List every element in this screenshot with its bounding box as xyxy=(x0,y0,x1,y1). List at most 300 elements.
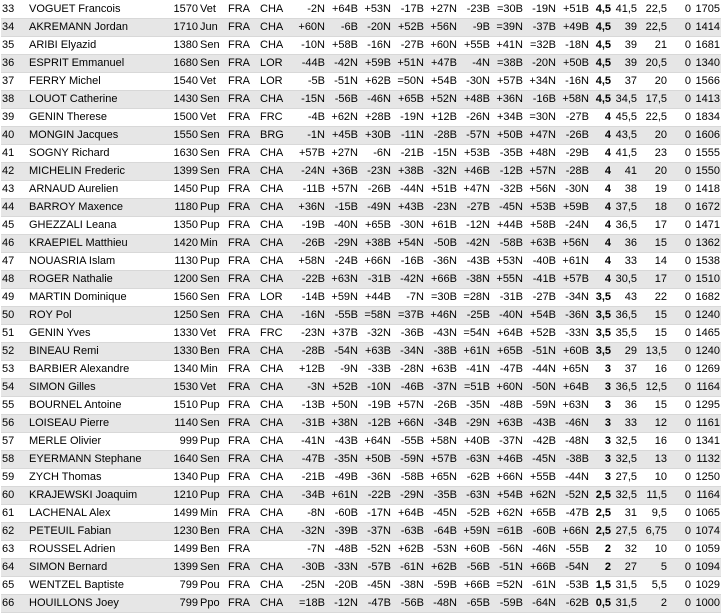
round-4-cell: -59N xyxy=(392,451,425,469)
rank-cell: 46 xyxy=(1,235,27,253)
round-8-cell: +58B xyxy=(524,217,557,235)
round-1-cell: -23N xyxy=(293,325,326,343)
table-row xyxy=(1,469,721,487)
round-8-cell: -59N xyxy=(524,397,557,415)
round-4-cell: -58B xyxy=(392,469,425,487)
tiebreak-cell: 22 xyxy=(638,289,668,307)
points-cell: 3 xyxy=(590,379,612,397)
league-cell: CHA xyxy=(259,595,293,613)
round-8-cell: +66B xyxy=(524,559,557,577)
league-cell: LOR xyxy=(259,73,293,91)
league-cell: CHA xyxy=(259,397,293,415)
rank-cell: 38 xyxy=(1,91,27,109)
federation-cell: FRA xyxy=(227,91,259,109)
tiebreak-cell: 22,5 xyxy=(638,109,668,127)
rank-cell: 43 xyxy=(1,181,27,199)
category-cell: Vet xyxy=(199,73,227,91)
extra-cell: 0 xyxy=(668,379,692,397)
round-6-cell: +55B xyxy=(458,37,491,55)
round-7-cell: +55N xyxy=(491,271,524,289)
round-4-cell: +64B xyxy=(392,505,425,523)
round-1-cell: -25N xyxy=(293,577,326,595)
points-cell: 4,5 xyxy=(590,19,612,37)
round-1-cell: -24N xyxy=(293,163,326,181)
tiebreak-cell: 22,5 xyxy=(638,19,668,37)
round-4-cell: =37B xyxy=(392,307,425,325)
round-8-cell: +53B xyxy=(524,199,557,217)
points-cell: 4,5 xyxy=(590,37,612,55)
round-1-cell: -5B xyxy=(293,73,326,91)
extra-cell: 0 xyxy=(668,91,692,109)
round-6-cell: -52B xyxy=(458,505,491,523)
buchholz-cell: 37,5 xyxy=(612,199,638,217)
rank-cell: 64 xyxy=(1,559,27,577)
performance-cell: 1240 xyxy=(692,307,721,325)
player-name-cell: MONGIN Jacques xyxy=(27,127,165,145)
buchholz-cell: 27,5 xyxy=(612,469,638,487)
round-1-cell: -19B xyxy=(293,217,326,235)
player-name-cell: NOUASRIA Islam xyxy=(27,253,165,271)
round-4-cell: -28N xyxy=(392,361,425,379)
player-name-cell: BOURNEL Antoine xyxy=(27,397,165,415)
category-cell: Sen xyxy=(199,289,227,307)
player-name-cell: KRAEPIEL Matthieu xyxy=(27,235,165,253)
round-5-cell: -28B xyxy=(425,127,458,145)
buchholz-cell: 27,5 xyxy=(612,523,638,541)
player-name-cell: ROUSSEL Adrien xyxy=(27,541,165,559)
round-6-cell: -63N xyxy=(458,487,491,505)
round-1-cell: -8N xyxy=(293,505,326,523)
rank-cell: 39 xyxy=(1,109,27,127)
rating-cell: 1140 xyxy=(165,415,199,433)
performance-cell: 1074 xyxy=(692,523,721,541)
category-cell: Vet xyxy=(199,379,227,397)
extra-cell: 0 xyxy=(668,181,692,199)
round-8-cell: +57N xyxy=(524,163,557,181)
rank-cell: 58 xyxy=(1,451,27,469)
round-2-cell: -42N xyxy=(326,55,359,73)
round-5-cell: +62B xyxy=(425,559,458,577)
round-8-cell: -60B xyxy=(524,523,557,541)
points-cell: 3,5 xyxy=(590,289,612,307)
federation-cell: FRA xyxy=(227,325,259,343)
standings-table-container xyxy=(1,1,720,613)
performance-cell: 1471 xyxy=(692,217,721,235)
category-cell: Min xyxy=(199,505,227,523)
round-9-cell: -16N xyxy=(557,73,590,91)
table-row xyxy=(1,379,721,397)
category-cell: Vet xyxy=(199,325,227,343)
round-8-cell: =30N xyxy=(524,109,557,127)
points-cell: 2 xyxy=(590,559,612,577)
round-6-cell: -30N xyxy=(458,73,491,91)
player-name-cell: MERLE Olivier xyxy=(27,433,165,451)
round-5-cell: +52N xyxy=(425,91,458,109)
round-1-cell: -11B xyxy=(293,181,326,199)
buchholz-cell: 31,5 xyxy=(612,595,638,613)
round-9-cell: +64B xyxy=(557,379,590,397)
round-8-cell: -41B xyxy=(524,271,557,289)
tiebreak-cell: 15 xyxy=(638,307,668,325)
round-9-cell: -48N xyxy=(557,433,590,451)
round-5-cell: +27N xyxy=(425,1,458,19)
round-7-cell: -32B xyxy=(491,181,524,199)
points-cell: 3,5 xyxy=(590,343,612,361)
round-4-cell: -46B xyxy=(392,379,425,397)
round-5-cell: -36N xyxy=(425,253,458,271)
category-cell: Sen xyxy=(199,91,227,109)
table-row xyxy=(1,145,721,163)
rank-cell: 42 xyxy=(1,163,27,181)
round-1-cell: -21B xyxy=(293,469,326,487)
buchholz-cell: 32,5 xyxy=(612,487,638,505)
table-row xyxy=(1,91,721,109)
league-cell: BRG xyxy=(259,127,293,145)
player-name-cell: MICHELIN Frederic xyxy=(27,163,165,181)
table-row xyxy=(1,559,721,577)
round-6-cell: -42N xyxy=(458,235,491,253)
round-9-cell: +66N xyxy=(557,523,590,541)
league-cell: CHA xyxy=(259,361,293,379)
round-3-cell: +65B xyxy=(359,217,392,235)
round-7-cell: +53N xyxy=(491,253,524,271)
points-cell: 3 xyxy=(590,469,612,487)
buchholz-cell: 36 xyxy=(612,235,638,253)
round-4-cell: -16B xyxy=(392,253,425,271)
round-5-cell: -53N xyxy=(425,541,458,559)
federation-cell: FRA xyxy=(227,523,259,541)
player-name-cell: VOGUET Francois xyxy=(27,1,165,19)
round-4-cell: -11N xyxy=(392,127,425,145)
round-2-cell: +62N xyxy=(326,109,359,127)
tiebreak-cell: 16 xyxy=(638,433,668,451)
round-2-cell: +59N xyxy=(326,289,359,307)
round-1-cell: -32N xyxy=(293,523,326,541)
round-6-cell: -26N xyxy=(458,109,491,127)
federation-cell: FRA xyxy=(227,307,259,325)
category-cell: Min xyxy=(199,361,227,379)
round-3-cell: -6N xyxy=(359,145,392,163)
player-name-cell: BARROY Maxence xyxy=(27,199,165,217)
round-8-cell: -19N xyxy=(524,1,557,19)
round-6-cell: -57N xyxy=(458,127,491,145)
round-3-cell: -33B xyxy=(359,361,392,379)
extra-cell: 0 xyxy=(668,307,692,325)
table-row xyxy=(1,163,721,181)
league-cell: CHA xyxy=(259,199,293,217)
table-row xyxy=(1,307,721,325)
extra-cell: 0 xyxy=(668,397,692,415)
player-name-cell: BARBIER Alexandre xyxy=(27,361,165,379)
league-cell: CHA xyxy=(259,37,293,55)
rating-cell: 1510 xyxy=(165,397,199,415)
rating-cell: 1399 xyxy=(165,163,199,181)
round-2-cell: -54N xyxy=(326,343,359,361)
player-name-cell: FERRY Michel xyxy=(27,73,165,91)
round-1-cell: -3N xyxy=(293,379,326,397)
rank-cell: 40 xyxy=(1,127,27,145)
category-cell: Min xyxy=(199,235,227,253)
round-4-cell: -34N xyxy=(392,343,425,361)
round-7-cell: =61B xyxy=(491,523,524,541)
round-8-cell: +55B xyxy=(524,469,557,487)
tiebreak-cell: 5,5 xyxy=(638,577,668,595)
extra-cell: 0 xyxy=(668,145,692,163)
table-row xyxy=(1,415,721,433)
round-3-cell: +44B xyxy=(359,289,392,307)
rank-cell: 49 xyxy=(1,289,27,307)
round-7-cell: -48B xyxy=(491,397,524,415)
league-cell: CHA xyxy=(259,487,293,505)
rating-cell: 1710 xyxy=(165,19,199,37)
round-3-cell: -31B xyxy=(359,271,392,289)
round-6-cell: -38N xyxy=(458,271,491,289)
rating-cell: 1570 xyxy=(165,1,199,19)
round-5-cell: -37N xyxy=(425,379,458,397)
buchholz-cell: 27 xyxy=(612,559,638,577)
performance-cell: 1065 xyxy=(692,505,721,523)
league-cell: CHA xyxy=(259,307,293,325)
federation-cell: FRA xyxy=(227,505,259,523)
rank-cell: 57 xyxy=(1,433,27,451)
round-9-cell: -52N xyxy=(557,487,590,505)
round-4-cell: +57N xyxy=(392,397,425,415)
round-2-cell: -24B xyxy=(326,253,359,271)
league-cell: CHA xyxy=(259,343,293,361)
points-cell: 2,5 xyxy=(590,487,612,505)
league-cell: CHA xyxy=(259,145,293,163)
tiebreak-cell: 5 xyxy=(638,559,668,577)
round-9-cell: -29B xyxy=(557,145,590,163)
rating-cell: 1540 xyxy=(165,73,199,91)
round-3-cell: +30B xyxy=(359,127,392,145)
table-row xyxy=(1,253,721,271)
category-cell: Ben xyxy=(199,541,227,559)
player-name-cell: SIMON Bernard xyxy=(27,559,165,577)
rank-cell: 66 xyxy=(1,595,27,613)
round-3-cell: -37N xyxy=(359,523,392,541)
category-cell: Sen xyxy=(199,415,227,433)
category-cell: Pup xyxy=(199,217,227,235)
league-cell: CHA xyxy=(259,1,293,19)
performance-cell: 1510 xyxy=(692,271,721,289)
round-2-cell: -55B xyxy=(326,307,359,325)
round-1-cell: -22B xyxy=(293,271,326,289)
category-cell: Jun xyxy=(199,19,227,37)
federation-cell: FRA xyxy=(227,19,259,37)
rating-cell: 1330 xyxy=(165,325,199,343)
tiebreak-cell: 19 xyxy=(638,181,668,199)
performance-cell: 1340 xyxy=(692,55,721,73)
round-5-cell: -64B xyxy=(425,523,458,541)
points-cell: 3 xyxy=(590,433,612,451)
round-5-cell: -48N xyxy=(425,595,458,613)
round-9-cell: -55B xyxy=(557,541,590,559)
rating-cell: 1500 xyxy=(165,109,199,127)
buchholz-cell: 31,5 xyxy=(612,577,638,595)
round-2-cell: -12N xyxy=(326,595,359,613)
points-cell: 4 xyxy=(590,271,612,289)
round-9-cell: +63N xyxy=(557,397,590,415)
round-5-cell: +46N xyxy=(425,307,458,325)
round-4-cell: -29N xyxy=(392,487,425,505)
federation-cell: FRA xyxy=(227,343,259,361)
player-name-cell: GENIN Therese xyxy=(27,109,165,127)
round-6-cell: -43B xyxy=(458,253,491,271)
round-7-cell: =39N xyxy=(491,19,524,37)
round-3-cell: -32N xyxy=(359,325,392,343)
round-4-cell: -36B xyxy=(392,325,425,343)
round-9-cell: -33N xyxy=(557,325,590,343)
federation-cell: FRA xyxy=(227,253,259,271)
tiebreak-cell: 15 xyxy=(638,397,668,415)
table-row xyxy=(1,1,721,19)
table-row xyxy=(1,55,721,73)
round-6-cell: -63N xyxy=(458,451,491,469)
extra-cell: 0 xyxy=(668,505,692,523)
round-9-cell: +65N xyxy=(557,361,590,379)
points-cell: 3 xyxy=(590,361,612,379)
round-2-cell: +36B xyxy=(326,163,359,181)
round-6-cell: -35N xyxy=(458,397,491,415)
round-4-cell: -38N xyxy=(392,577,425,595)
round-1-cell: -44B xyxy=(293,55,326,73)
round-5-cell: =30B xyxy=(425,289,458,307)
round-1-cell: -15N xyxy=(293,91,326,109)
rating-cell: 1250 xyxy=(165,307,199,325)
round-7-cell: -59B xyxy=(491,595,524,613)
player-name-cell: HOUILLONS Joey xyxy=(27,595,165,613)
round-8-cell: +47N xyxy=(524,127,557,145)
round-9-cell: -47B xyxy=(557,505,590,523)
round-3-cell: -46N xyxy=(359,91,392,109)
round-1-cell: -1N xyxy=(293,127,326,145)
tiebreak-cell: 20,5 xyxy=(638,55,668,73)
round-7-cell: =52N xyxy=(491,577,524,595)
rank-cell: 45 xyxy=(1,217,27,235)
round-7-cell: +63B xyxy=(491,415,524,433)
federation-cell: FRA xyxy=(227,235,259,253)
round-9-cell: +51B xyxy=(557,1,590,19)
federation-cell: FRA xyxy=(227,415,259,433)
player-name-cell: GHEZZALI Leana xyxy=(27,217,165,235)
league-cell: CHA xyxy=(259,181,293,199)
performance-cell: 1094 xyxy=(692,559,721,577)
table-row xyxy=(1,271,721,289)
rank-cell: 33 xyxy=(1,1,27,19)
buchholz-cell: 43,5 xyxy=(612,127,638,145)
federation-cell: FRA xyxy=(227,397,259,415)
points-cell: 4 xyxy=(590,127,612,145)
round-9-cell: -26B xyxy=(557,127,590,145)
round-5-cell: +58N xyxy=(425,433,458,451)
performance-cell: 1164 xyxy=(692,487,721,505)
round-6-cell: +60B xyxy=(458,541,491,559)
buchholz-cell: 36,5 xyxy=(612,217,638,235)
federation-cell: FRA xyxy=(227,433,259,451)
round-4-cell: +51N xyxy=(392,55,425,73)
round-4-cell: -42N xyxy=(392,271,425,289)
round-3-cell: +53N xyxy=(359,1,392,19)
rank-cell: 41 xyxy=(1,145,27,163)
player-name-cell: SOGNY Richard xyxy=(27,145,165,163)
round-4-cell: +66N xyxy=(392,415,425,433)
round-2-cell: +50N xyxy=(326,397,359,415)
table-row xyxy=(1,361,721,379)
round-6-cell: -4N xyxy=(458,55,491,73)
round-2-cell: -35N xyxy=(326,451,359,469)
rank-cell: 47 xyxy=(1,253,27,271)
player-name-cell: KRAJEWSKI Joaquim xyxy=(27,487,165,505)
points-cell: 3 xyxy=(590,451,612,469)
round-9-cell: +56N xyxy=(557,235,590,253)
category-cell: Sen xyxy=(199,307,227,325)
round-2-cell: -33N xyxy=(326,559,359,577)
federation-cell: FRA xyxy=(227,163,259,181)
rank-cell: 51 xyxy=(1,325,27,343)
round-9-cell: +59B xyxy=(557,199,590,217)
rating-cell: 1499 xyxy=(165,541,199,559)
extra-cell: 0 xyxy=(668,343,692,361)
round-8-cell: +48N xyxy=(524,145,557,163)
performance-cell: 1606 xyxy=(692,127,721,145)
round-9-cell: -18N xyxy=(557,37,590,55)
league-cell: CHA xyxy=(259,217,293,235)
round-3-cell: +62B xyxy=(359,73,392,91)
round-6-cell: -29N xyxy=(458,415,491,433)
round-3-cell: =58N xyxy=(359,307,392,325)
round-7-cell: =30B xyxy=(491,1,524,19)
points-cell: 0,5 xyxy=(590,595,612,613)
buchholz-cell: 38 xyxy=(612,181,638,199)
table-row xyxy=(1,127,721,145)
rank-cell: 48 xyxy=(1,271,27,289)
performance-cell: 1465 xyxy=(692,325,721,343)
table-row xyxy=(1,217,721,235)
round-9-cell: -62B xyxy=(557,595,590,613)
table-row xyxy=(1,73,721,91)
round-1-cell: -14B xyxy=(293,289,326,307)
federation-cell: FRA xyxy=(227,109,259,127)
tiebreak-cell: 10 xyxy=(638,469,668,487)
federation-cell: FRA xyxy=(227,55,259,73)
round-4-cell: -27B xyxy=(392,37,425,55)
table-row xyxy=(1,181,721,199)
federation-cell: FRA xyxy=(227,559,259,577)
federation-cell: FRA xyxy=(227,37,259,55)
category-cell: Vet xyxy=(199,109,227,127)
round-9-cell: +57B xyxy=(557,271,590,289)
round-7-cell: +46B xyxy=(491,451,524,469)
performance-cell: 1566 xyxy=(692,73,721,91)
extra-cell: 0 xyxy=(668,523,692,541)
tiebreak-cell: 13,5 xyxy=(638,343,668,361)
buchholz-cell: 41,5 xyxy=(612,145,638,163)
round-7-cell: +34B xyxy=(491,109,524,127)
extra-cell: 0 xyxy=(668,415,692,433)
league-cell: LOR xyxy=(259,289,293,307)
round-7-cell: -56N xyxy=(491,541,524,559)
extra-cell: 0 xyxy=(668,433,692,451)
rating-cell: 1340 xyxy=(165,469,199,487)
tiebreak-cell: 2 xyxy=(638,595,668,613)
round-5-cell: -26B xyxy=(425,397,458,415)
round-3-cell: -26B xyxy=(359,181,392,199)
round-7-cell: +64B xyxy=(491,325,524,343)
rating-cell: 999 xyxy=(165,433,199,451)
performance-cell: 1682 xyxy=(692,289,721,307)
round-5-cell: -45N xyxy=(425,505,458,523)
